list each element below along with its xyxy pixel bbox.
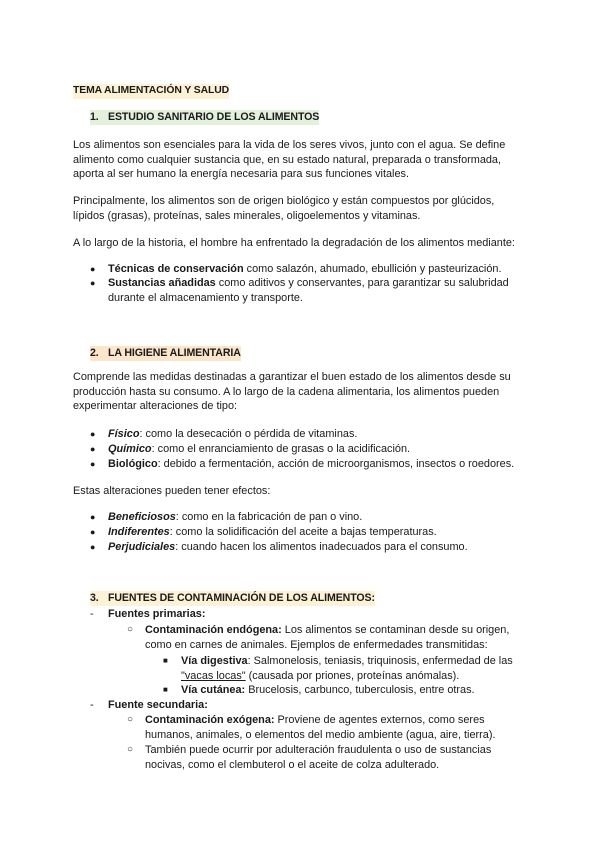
- item-text: Proviene de agentes externos, como seres: [274, 714, 485, 726]
- circle-bullet-icon: ○: [127, 744, 134, 755]
- bullet-text: : como en la fabricación de pan o vino.: [175, 511, 363, 523]
- section-title: ESTUDIO SANITARIO DE LOS ALIMENTOS: [108, 111, 320, 123]
- paragraph-line: alimento como cualquier sustancia que, en su estado natural, preparada o transformada,: [73, 153, 502, 166]
- square-bullet-icon: ■: [163, 656, 168, 665]
- bullet-term: Perjudiciales: [108, 541, 176, 553]
- section-number: 1.: [90, 111, 99, 123]
- dash-item-label: Fuentes primarias:: [108, 608, 206, 620]
- circle-bullet-icon: ○: [127, 624, 134, 635]
- paragraph-line: Los alimentos son esenciales para la vida de los seres vivos, junto con el agua. Se define: [73, 139, 506, 151]
- paragraph-line: producción hasta su consumo. A lo largo de la cadena alimentaria, los alimentos pueden: [73, 385, 500, 398]
- item-text: También puede ocurrir por adulteración fraudulenta o uso de sustancias: [145, 744, 492, 756]
- vacas-locas-link[interactable]: "vacas locas": [181, 670, 246, 682]
- paragraph: [73, 194, 529, 223]
- paragraph: [73, 484, 529, 499]
- section-title: LA HIGIENE ALIMENTARIA: [108, 347, 241, 359]
- dash-icon: -: [90, 699, 94, 711]
- bullet-text: : debido a fermentación, acción de microorganismos, insectos o roedores.: [157, 458, 515, 470]
- bullet-text: : como el enranciamiento de grasas o la acidificación.: [151, 443, 411, 455]
- item-term: Vía digestiva: [181, 655, 248, 667]
- bullet-icon: ●: [90, 512, 96, 522]
- bullet-icon: ●: [90, 278, 96, 288]
- bullet-text: : como la solidificación del aceite a bajas temperaturas.: [169, 526, 437, 538]
- bullet-term: Químico: [108, 443, 152, 455]
- bullet-term: Biológico: [108, 458, 158, 470]
- paragraph-line: Estas alteraciones pueden tener efectos:: [73, 485, 271, 497]
- bullet-term: Indiferentes: [108, 526, 170, 538]
- bullet-icon: ●: [90, 429, 96, 439]
- page-title: TEMA ALIMENTACIÓN Y SALUD: [73, 84, 229, 99]
- dash-item-label: Fuente secundaria:: [108, 699, 208, 711]
- bullet-icon: ●: [90, 264, 96, 274]
- bullet-text: : cuando hacen los alimentos inadecuados para el consumo.: [175, 541, 468, 553]
- bullet-term: Beneficiosos: [108, 511, 176, 523]
- paragraph-line: aporta al ser humano la energía necesaria para sus funciones vitales.: [73, 168, 409, 181]
- bullet-icon: ●: [90, 527, 96, 537]
- section-1-heading: [90, 110, 319, 125]
- bullet-text: como aditivos y conservantes, para garantizar su salubridad: [215, 277, 509, 289]
- item-text: como en carnes de animales. Ejemplos de enfermedades transmitidas:: [145, 639, 488, 651]
- circle-bullet-icon: ○: [127, 714, 134, 725]
- section-2-heading: [90, 346, 241, 361]
- paragraph-line: A lo largo de la historia, el hombre ha enfrentado la degradación de los alimentos mediante:: [73, 237, 515, 249]
- item-text: Los alimentos se contaminan desde su origen,: [281, 624, 510, 636]
- paragraph-line: experimentar alteraciones de tipo:: [73, 400, 238, 413]
- bullet-term: Técnicas de conservación: [108, 263, 244, 275]
- bullet-icon: ●: [90, 542, 96, 552]
- item-text: humanos, animales, o elementos del medio ambiente (agua, aire, tierra).: [145, 729, 496, 741]
- section-number: 3.: [90, 592, 99, 604]
- item-term: Vía cutánea:: [181, 684, 246, 696]
- section-title: FUENTES DE CONTAMINACIÓN DE LOS ALIMENTOS:: [108, 592, 375, 604]
- paragraph-line: Comprende las medidas destinadas a garantizar el buen estado de los alimentos desde su: [73, 371, 511, 383]
- item-text: nocivas, como el clembuterol o el aceite de colza adulterado.: [145, 759, 440, 771]
- item-text: : Salmonelosis, teniasis, triquinosis, enfermedad de las: [247, 655, 513, 667]
- paragraph: [73, 370, 529, 414]
- bullet-term: Físico: [108, 428, 140, 440]
- bullet-text: : como la desecación o pérdida de vitaminas.: [139, 428, 358, 440]
- section-number: 2.: [90, 347, 99, 359]
- paragraph-line: Principalmente, los alimentos son de origen biológico y están compuestos por glúcidos,: [73, 195, 495, 207]
- paragraph-line: lípidos (grasas), proteínas, sales minerales, oligoelementos y vitaminas.: [73, 209, 421, 222]
- paragraph: [73, 138, 529, 182]
- bullet-text: durante el almacenamiento y transporte.: [108, 292, 303, 304]
- item-text: Brucelosis, carbunco, tuberculosis, entre otras.: [245, 684, 475, 696]
- dash-icon: -: [90, 608, 94, 620]
- item-term: Contaminación exógena:: [145, 714, 275, 726]
- square-bullet-icon: ■: [163, 685, 168, 694]
- item-text: (causada por priones, proteínas anómalas).: [245, 670, 460, 682]
- bullet-term: Sustancias añadidas: [108, 277, 216, 289]
- item-term: Contaminación endógena:: [145, 624, 282, 636]
- bullet-icon: ●: [90, 459, 96, 469]
- paragraph: [73, 236, 529, 251]
- section-3-heading: [90, 591, 375, 606]
- bullet-text: como salazón, ahumado, ebullición y pasteurización.: [243, 263, 502, 275]
- bullet-icon: ●: [90, 444, 96, 454]
